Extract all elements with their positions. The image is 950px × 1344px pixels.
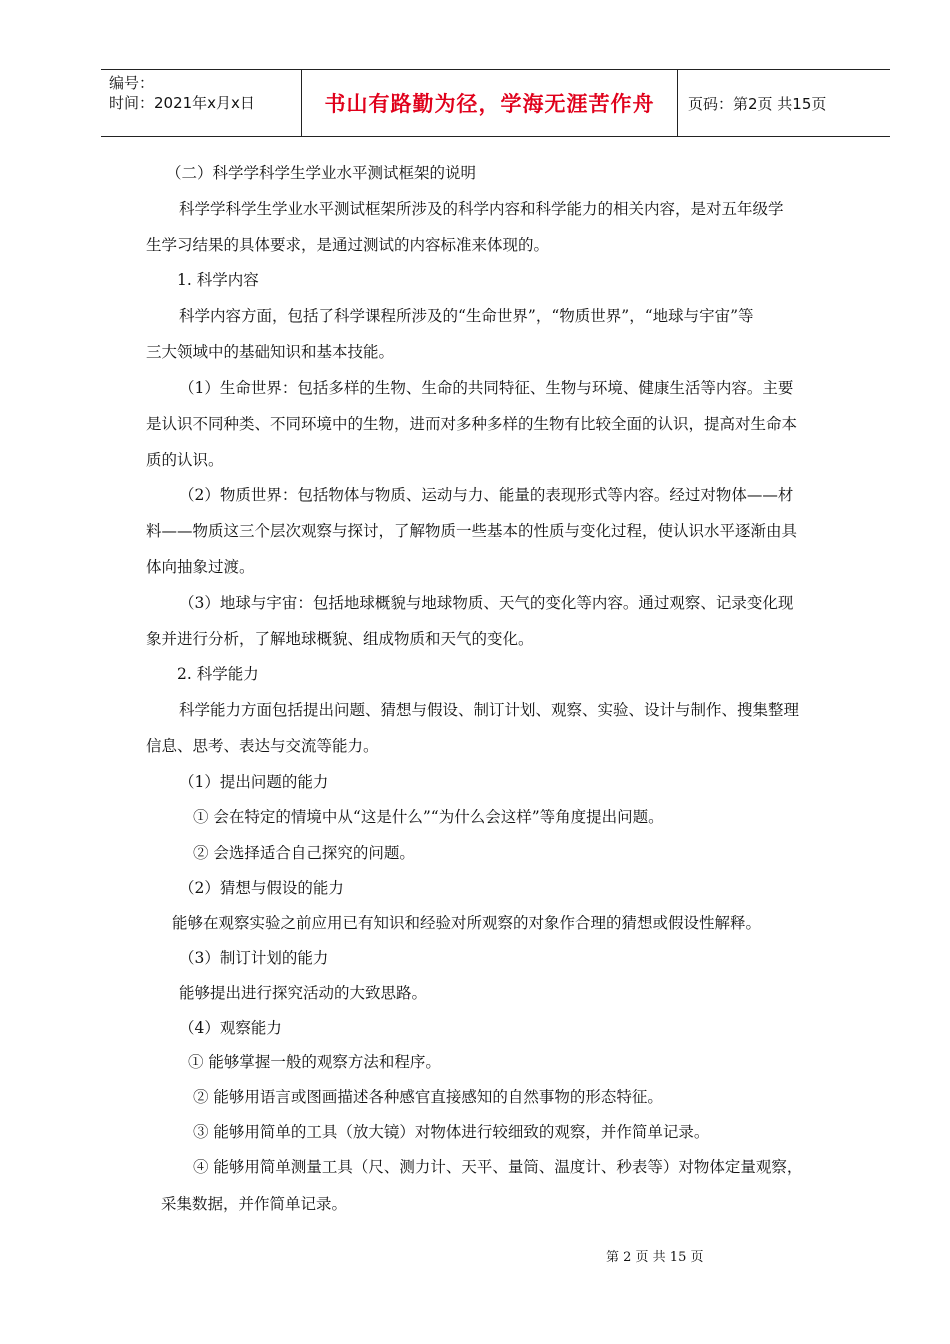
header-motto-cell <box>302 70 678 136</box>
number-label: 编号： <box>109 74 155 92</box>
paragraph-line: 能够提出进行探究活动的大致思路。 <box>179 984 428 1002</box>
motto: 书山有路勤为径，学海无涯苦作舟 <box>324 92 655 116</box>
item-heading: （1）提出问题的能力 <box>179 773 329 791</box>
list-item: ① 能够掌握一般的观察方法和程序。 <box>188 1053 441 1071</box>
paragraph-line: （1）生命世界：包括多样的生物、生命的共同特征、生物与环境、健康生活等内容。主要 <box>179 379 794 397</box>
header-meta <box>101 70 302 136</box>
header-page-cell <box>678 70 890 136</box>
list-item: ③ 能够用简单的工具（放大镜）对物体进行较细致的观察，并作简单记录。 <box>193 1123 710 1141</box>
list-item-continuation: 采集数据，并作简单记录。 <box>161 1195 348 1213</box>
page-header <box>101 69 890 137</box>
paragraph-line: 料——物质这三个层次观察与探讨，了解物质一些基本的性质与变化过程，使认识水平逐渐由具 <box>146 522 798 540</box>
subsection-heading: 1. 科学内容 <box>177 271 259 289</box>
paragraph-line: 能够在观察实验之前应用已有知识和经验对所观察的对象作合理的猜想或假设性解释。 <box>172 914 762 932</box>
paragraph-line: 信息、思考、表达与交流等能力。 <box>146 737 379 755</box>
paragraph-line: 体向抽象过渡。 <box>146 558 255 576</box>
item-heading: （3）制订计划的能力 <box>179 949 329 967</box>
paragraph-line: 是认识不同种类、不同环境中的生物，进而对多种多样的生物有比较全面的认识，提高对生命本 <box>146 415 798 433</box>
paragraph-line: （3）地球与宇宙：包括地球概貌与地球物质、天气的变化等内容。通过观察、记录变化现 <box>179 594 794 612</box>
paragraph-line: （2）物质世界：包括物体与物质、运动与力、能量的表现形式等内容。经过对物体——材 <box>179 486 794 504</box>
paragraph-line: 质的认识。 <box>146 451 224 469</box>
page-info: 页码：第2页 共15页 <box>688 94 827 113</box>
item-heading: （4）观察能力 <box>179 1019 282 1037</box>
paragraph-line: 科学学科学生学业水平测试框架所涉及的科学内容和科学能力的相关内容，是对五年级学 <box>179 200 784 218</box>
subsection-heading: 2. 科学能力 <box>177 665 259 683</box>
paragraph-line: 生学习结果的具体要求，是通过测试的内容标准来体现的。 <box>146 236 550 254</box>
paragraph-line: 三大领域中的基础知识和基本技能。 <box>146 343 395 361</box>
date-label: 时间：2021年x月x日 <box>109 94 255 112</box>
paragraph-line: 象并进行分析，了解地球概貌、组成物质和天气的变化。 <box>146 630 534 648</box>
list-item: ② 会选择适合自己探究的问题。 <box>193 844 415 862</box>
paragraph-line: 科学能力方面包括提出问题、猜想与假设、制订计划、观察、实验、设计与制作、搜集整理 <box>179 701 800 719</box>
section-heading: （二）科学学科学生学业水平测试框架的说明 <box>166 164 477 182</box>
item-heading: （2）猜想与假设的能力 <box>179 879 344 897</box>
page-footer: 第 2 页 共 15 页 <box>606 1250 704 1265</box>
list-item: ② 能够用语言或图画描述各种感官直接感知的自然事物的形态特征。 <box>193 1088 663 1106</box>
list-item: ④ 能够用简单测量工具（尺、测力计、天平、量筒、温度计、秒表等）对物体定量观察， <box>193 1158 803 1176</box>
paragraph-line: 科学内容方面，包括了科学课程所涉及的“生命世界”，“物质世界”，“地球与宇宙”等 <box>179 307 754 325</box>
list-item: ① 会在特定的情境中从“这是什么”“为什么会这样”等角度提出问题。 <box>193 808 664 826</box>
